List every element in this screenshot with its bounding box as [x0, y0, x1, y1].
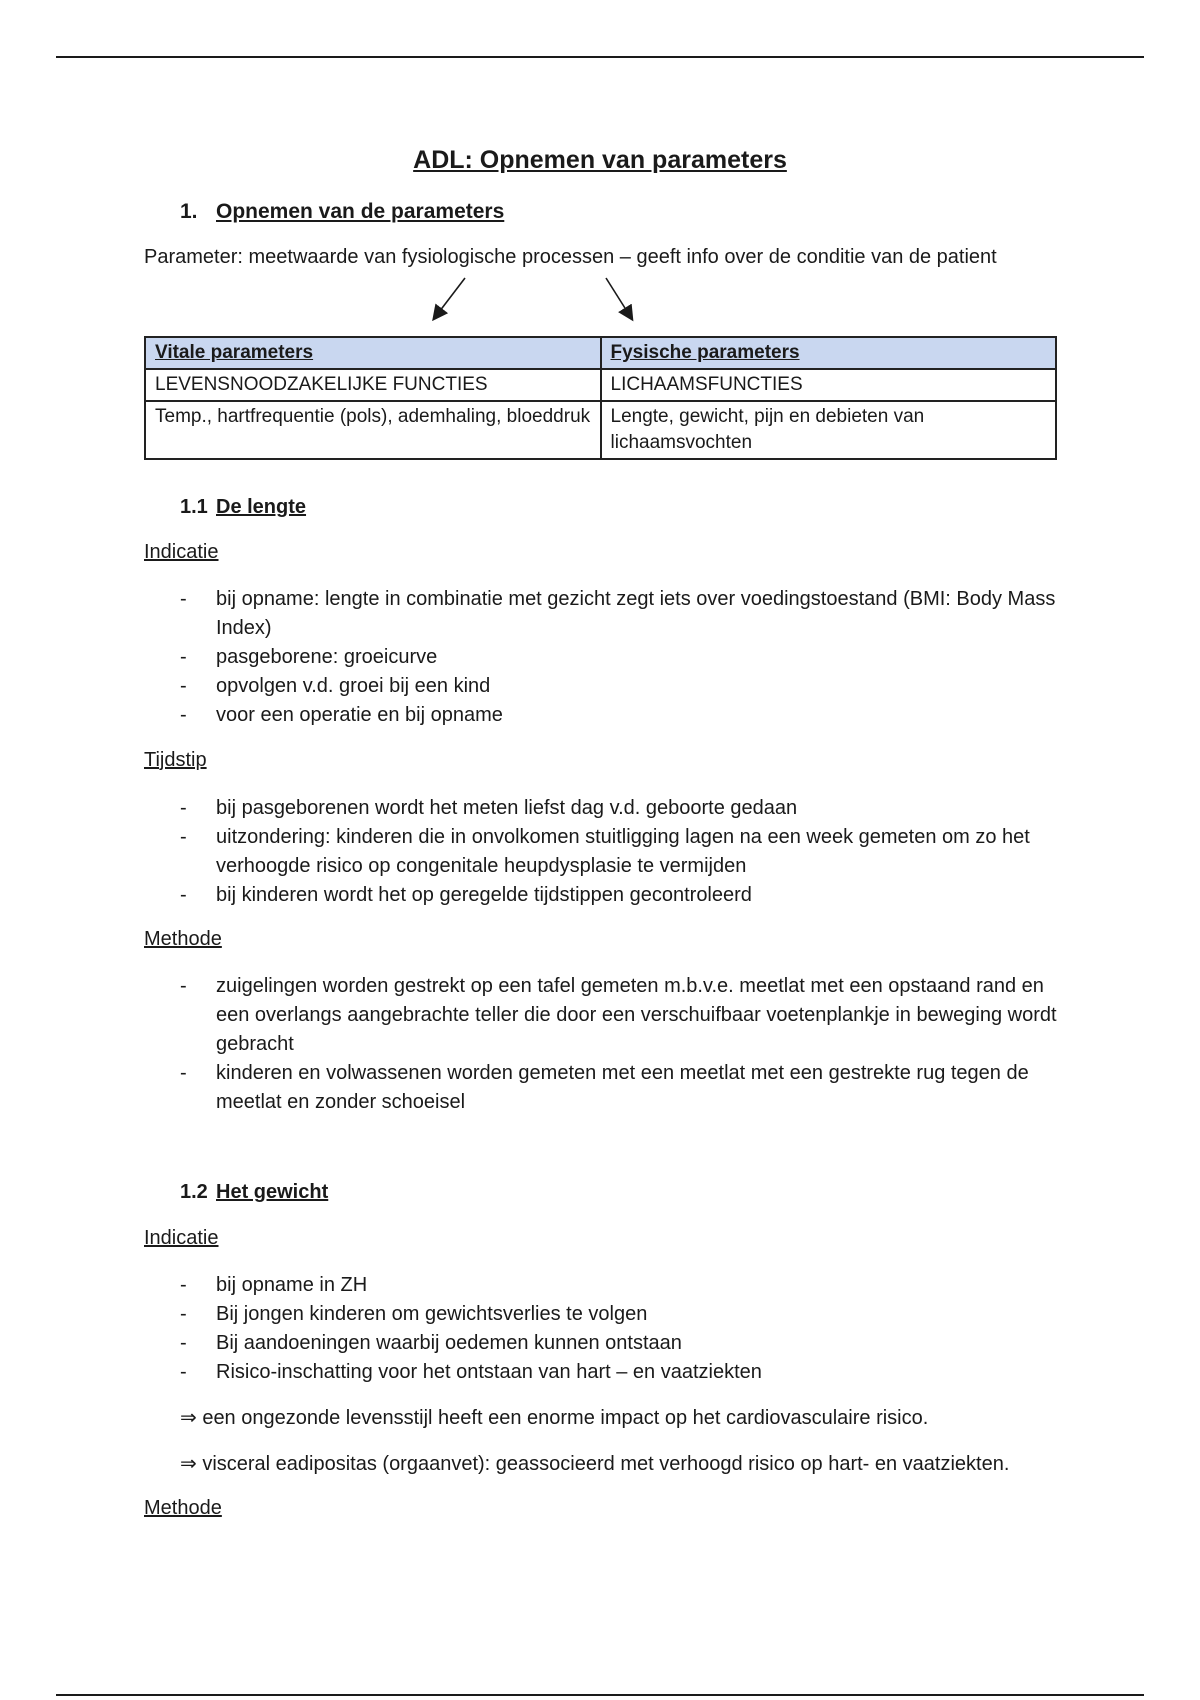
indicatie-label: Indicatie	[144, 541, 219, 563]
table-cell: Lengte, gewicht, pijn en debieten van lichaamsvochten	[601, 401, 1057, 459]
list-item: - Risico-inschatting voor het ontstaan van hart – en vaatziekten	[180, 1358, 1060, 1387]
table-cell: LICHAAMSFUNCTIES	[601, 369, 1057, 401]
implication-text: ⇒ een ongezonde levensstijl heeft een enorme impact op het cardiovasculaire risico.	[180, 1407, 929, 1429]
tijdstip-label: Tijdstip	[144, 749, 207, 771]
list-item: - uitzondering: kinderen die in onvolkomen stuitligging lagen na een week gemeten om zo het verhoogde risico op congenitale heupdysplasie te vermijden	[180, 823, 1060, 881]
methode-label: Methode	[144, 1497, 222, 1519]
tijdstip-list	[180, 794, 1060, 910]
section-number: 1.	[180, 200, 198, 223]
methode-list	[180, 972, 1060, 1117]
implication-text: ⇒ visceral eadipositas (orgaanvet): geassocieerd met verhoogd risico op hart- en vaatziekten.	[180, 1453, 1010, 1475]
subsection-heading-gewicht: 1.2 Het gewicht	[180, 1181, 329, 1203]
parameters-table	[144, 336, 1057, 460]
list-item: - bij kinderen wordt het op geregelde tijdstippen gecontroleerd	[180, 881, 1060, 910]
list-item: - bij opname in ZH	[180, 1271, 1060, 1300]
methode-label: Methode	[144, 928, 222, 950]
list-item: - Bij jongen kinderen om gewichtsverlies te volgen	[180, 1300, 1060, 1329]
bottom-rule	[56, 1694, 1144, 1696]
page-title: ADL: Opnemen van parameters	[413, 146, 787, 174]
table-header-cell: Vitale parameters	[145, 337, 601, 369]
definition-text: Parameter: meetwaarde van fysiologische processen – geeft info over de conditie van de patient	[144, 246, 997, 268]
section-title: Opnemen van de parameters	[216, 200, 505, 223]
table-header-row	[145, 337, 1056, 369]
list-item: - bij opname: lengte in combinatie met gezicht zegt iets over voedingstoestand (BMI: Body Mass Index)	[180, 585, 1060, 643]
list-item: - zuigelingen worden gestrekt op een tafel gemeten m.b.v.e. meetlat met een opstaand rand en een overlangs aangebrachte teller die door een verschuifbaar voetenplankje in beweging wordt gebracht	[180, 972, 1060, 1059]
list-item: - Bij aandoeningen waarbij oedemen kunnen ontstaan	[180, 1329, 1060, 1358]
top-rule	[56, 56, 1144, 58]
table-cell: LEVENSNOODZAKELIJKE FUNCTIES	[145, 369, 601, 401]
indicatie-list	[180, 585, 1060, 730]
list-item: - opvolgen v.d. groei bij een kind	[180, 672, 1060, 701]
table-header-cell: Fysische parameters	[601, 337, 1057, 369]
section-heading	[180, 200, 504, 224]
indicatie-label: Indicatie	[144, 1227, 219, 1249]
split-arrows-icon	[420, 272, 650, 332]
table-row	[145, 369, 1056, 401]
list-item: - voor een operatie en bij opname	[180, 701, 1060, 730]
table-cell: Temp., hartfrequentie (pols), ademhaling, bloeddruk	[145, 401, 601, 459]
list-item: - bij pasgeborenen wordt het meten liefst dag v.d. geboorte gedaan	[180, 794, 1060, 823]
subsection-heading-lengte: 1.1 De lengte	[180, 496, 307, 518]
list-item: - kinderen en volwassenen worden gemeten met een meetlat met een gestrekte rug tegen de meetlat en zonder schoeisel	[180, 1059, 1060, 1117]
indicatie-list	[180, 1271, 1060, 1387]
table-row	[145, 401, 1056, 459]
list-item: - pasgeborene: groeicurve	[180, 643, 1060, 672]
